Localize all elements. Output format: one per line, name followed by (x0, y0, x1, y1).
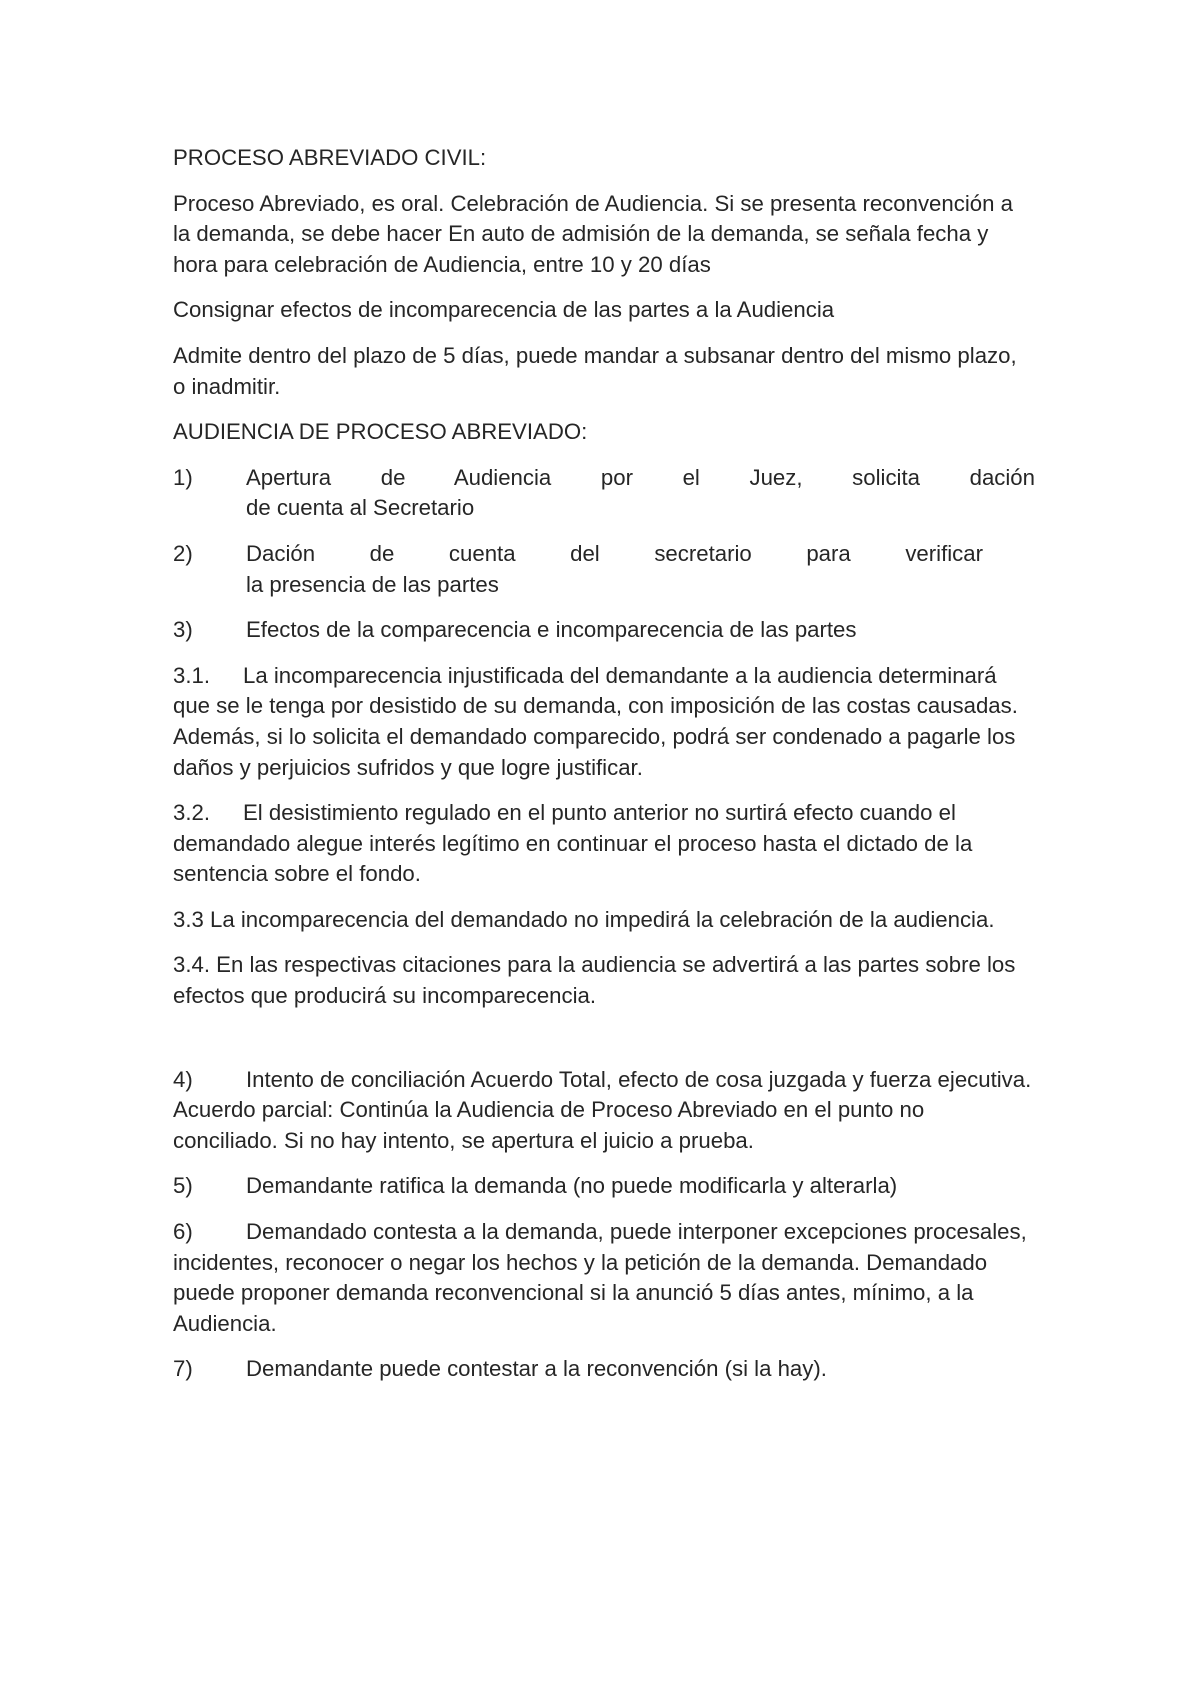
list-item-1 (173, 463, 1035, 524)
list-item-3 (173, 615, 1035, 646)
list-item-text-line2: de cuenta al Secretario (246, 495, 475, 521)
subitem-number: 3.1. (173, 662, 211, 688)
list-item-text-line2: la presencia de las partes (246, 571, 499, 597)
list-item-7 (173, 1354, 1035, 1385)
list-item-4 (173, 1065, 1035, 1157)
list-item-text: Demandante ratifica la demanda (no puede modificarla y alterarla) (246, 1173, 898, 1199)
subitem-text: La incomparecencia injustificada del demandante a la audiencia determinará que se le tenga por desistido de su demanda, con imposición de las costas causadas. Además, si lo solicita el demandado comparecido, podrá ser condenado a pagarle los daños y perjuicios sufridos y que logre justificar. (173, 662, 1018, 780)
subitem-number: 3.2. (173, 800, 211, 826)
subitem-3-4: 3.4. En las respectivas citaciones para la audiencia se advertirá a las partes sobre los efectos que producirá su incomparecencia. (173, 952, 1016, 1009)
list-number: 2) (173, 540, 193, 566)
subitem-3-2 (173, 798, 1035, 890)
list-item-text-line1: Apertura de Audiencia por el Juez, solicita dación (246, 464, 1035, 490)
list-item-text: Demandado contesta a la demanda, puede interponer excepciones procesales, incidentes, reconocer o negar los hechos y la petición de la demanda. Demandado puede proponer demanda reconvencional si la anunció 5 días antes, mínimo, a la Audiencia. (173, 1219, 1027, 1336)
list-item-text: Demandante puede contestar a la reconvención (si la hay). (246, 1356, 827, 1382)
document-title: PROCESO ABREVIADO CIVIL: (173, 145, 487, 170)
list-number: 6) (173, 1219, 193, 1245)
subitem-3-1 (173, 661, 1035, 783)
list-number: 7) (173, 1356, 193, 1382)
spacer (173, 1027, 1035, 1065)
list-number: 4) (173, 1066, 193, 1092)
list-item-text: Efectos de la comparecencia e incomparecencia de las partes (246, 617, 857, 643)
list-item-text: Intento de conciliación Acuerdo Total, efecto de cosa juzgada y fuerza ejecutiva. Acuerdo parcial: Continúa la Audiencia de Proceso Abreviado en el punto no conciliado. Si no hay intento, se apertura el juicio a prueba. (173, 1066, 1032, 1153)
list-item-6 (173, 1217, 1035, 1339)
subitem-text: El desistimiento regulado en el punto anterior no surtirá efecto cuando el demandado alegue interés legítimo en continuar el proceso hasta el dictado de la sentencia sobre el fondo. (173, 800, 973, 887)
list-item-2 (173, 539, 1035, 600)
list-number: 1) (173, 464, 193, 490)
section-heading-audiencia: AUDIENCIA DE PROCESO ABREVIADO: (173, 419, 588, 445)
list-number: 3) (173, 617, 193, 643)
list-item-text-line1: Dación de cuenta del secretario para verificar (246, 540, 983, 566)
list-item-5 (173, 1171, 1035, 1202)
list-number: 5) (173, 1173, 193, 1199)
subitem-3-3: 3.3 La incomparecencia del demandado no impedirá la celebración de la audiencia. (173, 906, 995, 932)
paragraph-intro: Proceso Abreviado, es oral. Celebración de Audiencia. Si se presenta reconvención a la demanda, se debe hacer En auto de admisión de la demanda, se señala fecha y hora para celebración de Audiencia, entre 10 y 20 días (173, 190, 1013, 277)
paragraph-admission: Admite dentro del plazo de 5 días, puede mandar a subsanar dentro del mismo plazo, o inadmitir. (173, 342, 1017, 399)
paragraph-effects: Consignar efectos de incomparecencia de las partes a la Audiencia (173, 297, 835, 323)
document-body (173, 143, 1035, 1400)
